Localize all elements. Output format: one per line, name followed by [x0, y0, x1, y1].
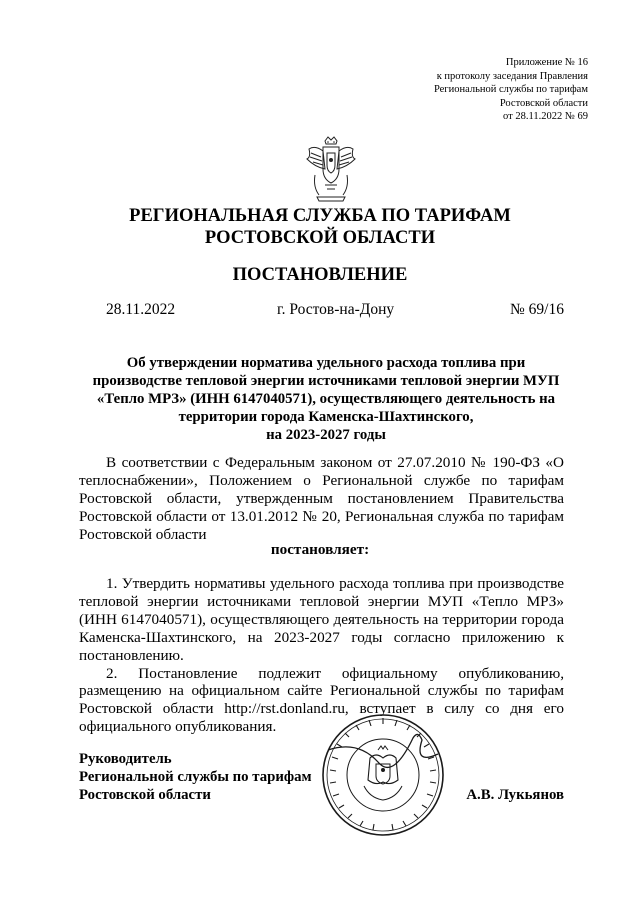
document-subject: [88, 354, 564, 444]
subject-line: производстве тепловой энергии источниками тепловой энергии МУП: [92, 373, 560, 390]
signer-title-line: Ростовской области: [79, 787, 211, 804]
decision-item-2: 2. Постановление подлежит официальному опубликованию, размещению на официальном сайте Региональной службы по тарифам Ростовской области http://rst.donland.ru, вступает в силу со дня его официального опубликования.: [79, 664, 564, 736]
preamble-paragraph: В соответствии с Федеральным законом от 27.07.2010 № 190-ФЗ «О теплоснабжении», Положением о Региональной службе по тарифам Ростовской области, утвержденным постановлением Правительства Ростовской области от 13.01.2012 № 20, Региональная служба по тарифам Ростовской области: [79, 454, 564, 543]
document-city: г. Ростов-на-Дону: [277, 301, 395, 318]
signer-title-line: Региональной службы по тарифам: [79, 769, 312, 786]
org-line: РОСТОВСКОЙ ОБЛАСТИ: [204, 228, 436, 248]
appendix-line: Региональной службы по тарифам: [433, 84, 588, 96]
appendix-line: Приложение № 16: [505, 57, 588, 68]
signer-name: А.В. Лукьянов: [466, 787, 564, 803]
appendix-line: от 28.11.2022 № 69: [503, 111, 588, 123]
document-date: 28.11.2022: [106, 301, 176, 318]
subject-line: территории города Каменска-Шахтинского,: [178, 409, 474, 426]
document-meta: [79, 300, 564, 320]
org-line: РЕГИОНАЛЬНАЯ СЛУЖБА ПО ТАРИФАМ: [129, 206, 511, 226]
organization-name: [0, 205, 640, 249]
subject-line: Об утверждении норматива удельного расхода топлива при: [126, 355, 526, 371]
official-seal-icon: [318, 710, 448, 840]
subject-line: на 2023-2027 годы: [266, 427, 386, 444]
appendix-line: Ростовской области: [499, 97, 588, 109]
appendix-note: [368, 56, 588, 124]
decree-word: постановляет:: [270, 541, 370, 558]
coat-of-arms-icon: [301, 135, 361, 205]
document-number: № 69/16: [510, 301, 564, 318]
subject-line: «Тепло МРЗ» (ИНН 6147040571), осуществляющего деятельность на: [96, 391, 556, 408]
decision-item-1: 1. Утвердить нормативы удельного расхода топлива при производстве тепловой энергии источниками тепловой энергии МУП «Тепло МРЗ» (ИНН 6147040571), осуществляющего деятельность на территории города Каменска-Шахтинского, на 2023-2027 годы согласно приложению к постановлению.: [79, 575, 564, 664]
signer-title-line: Руководитель: [79, 751, 172, 767]
signer-title: [79, 750, 312, 805]
appendix-line: к протоколу заседания Правления: [436, 70, 588, 82]
document-type: ПОСТАНОВЛЕНИЕ: [232, 265, 408, 285]
